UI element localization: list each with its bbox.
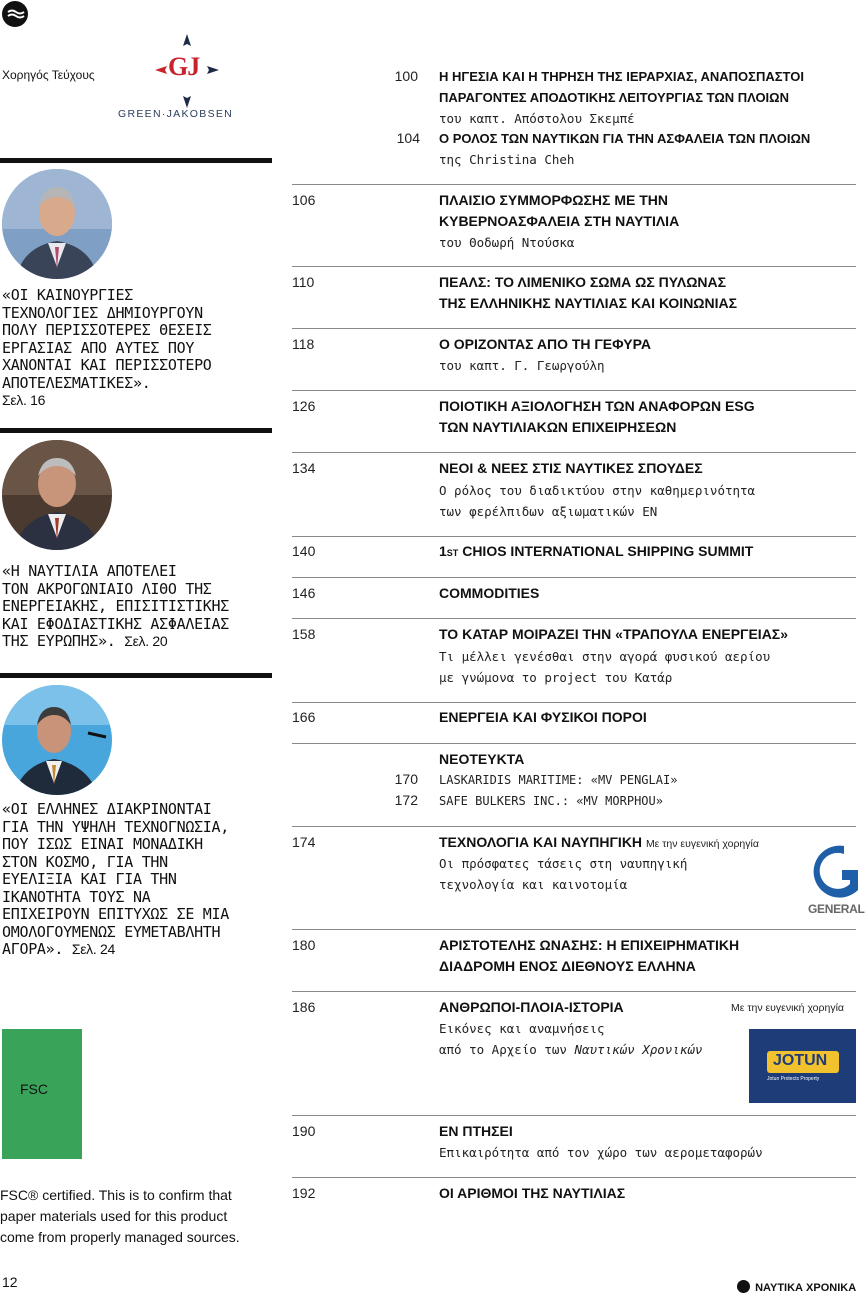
toc-divider — [292, 452, 856, 453]
toc-divider — [292, 618, 856, 619]
toc-subtitle: από το Αρχείο των Ναυτικών Χρονικών — [439, 1042, 703, 1057]
toc-title: 1ST CHIOS INTERNATIONAL SHIPPING SUMMIT — [439, 543, 754, 559]
quote-line: ΧΑΝΟΝΤΑΙ ΚΑΙ ΠΕΡΙΣΣΟΤΕΡΟ — [2, 356, 212, 374]
sponsor-logo-mark: GJ — [168, 52, 200, 81]
toc-page-number: 192 — [292, 1185, 316, 1201]
toc-divider — [292, 743, 856, 744]
brand-wave-icon — [2, 1, 28, 27]
toc-divider — [292, 1177, 856, 1178]
quote-line: ΤΕΧΝΟΛΟΓΙΕΣ ΔΗΜΙΟΥΡΓΟΥΝ — [2, 303, 203, 322]
quote-line: ΓΙΑ ΤΗΝ ΥΨΗΛΗ ΤΕΧΝΟΓΝΩΣΙΑ, — [2, 817, 230, 836]
portrait-photo — [2, 169, 112, 279]
toc-divider — [292, 184, 856, 185]
divider — [0, 428, 272, 433]
toc-page-number: 126 — [292, 398, 316, 414]
quote-line: ΚΑΙ ΕΦΟΔΙΑΣΤΙΚΗΣ ΑΣΦΑΛΕΙΑΣ — [2, 614, 230, 633]
quote-line: ΕΥΕΛΙΞΙΑ ΚΑΙ ΓΙΑ ΤΗΝ — [2, 870, 177, 888]
quote-line: ΤΗΣ ΕΥΡΩΠΗΣ». — [2, 632, 116, 650]
toc-divider — [292, 702, 856, 703]
toc-page-number: 104 — [396, 130, 420, 146]
toc-subtitle: του καπτ. Γ. Γεωργούλη — [439, 358, 605, 373]
toc-subtitle: Τι μέλλει γενέσθαι στην αγορά φυσικού αερίου — [439, 649, 771, 664]
jotun-logo — [749, 1029, 856, 1103]
toc-title: Ο ΡΟΛΟΣ ΤΩΝ ΝΑΥΤΙΚΩΝ ΓΙΑ ΤΗΝ ΑΣΦΑΛΕΙΑ ΤΩΝ ΠΛΟΙΩΝ — [439, 131, 811, 146]
toc-subtitle: Οι πρόσφατες τάσεις στη ναυπηγική — [439, 856, 688, 871]
quote-line: ΑΓΟΡΑ». — [2, 940, 64, 958]
toc-subtitle: της Christina Cheh — [439, 152, 575, 167]
quote-line: ΠΟΛΥ ΠΕΡΙΣΣΟΤΕΡΕΣ ΘΕΣΕΙΣ — [2, 321, 212, 339]
quote-line: «ΟΙ ΚΑΙΝΟΥΡΓΙΕΣ — [2, 286, 133, 304]
quote-block — [2, 801, 274, 959]
toc-page-number: 190 — [292, 1123, 316, 1139]
toc-divider — [292, 826, 856, 827]
toc-page-number: 174 — [292, 834, 316, 850]
sponsor-logo-text: GREEN·JAKOBSEN — [118, 108, 234, 120]
quote-block — [2, 563, 274, 651]
jotun-logo-tagline: Jotun Protects Property — [767, 1076, 820, 1082]
toc-subtitle: Ο ρόλος του διαδικτύου στην καθημερινότητα — [439, 483, 756, 498]
toc-page-number: 118 — [292, 336, 315, 352]
divider — [0, 158, 272, 163]
fsc-logo — [2, 1029, 82, 1159]
toc-subtitle: των φερέλπιδων αξιωματικών ΕΝ — [439, 504, 658, 519]
quote-line: ΤΟΝ ΑΚΡΟΓΩΝΙΑΙΟ ΛΙΘΟ ΤΗΣ — [2, 579, 212, 598]
toc-title: ΑΝΘΡΩΠΟΙ-ΠΛΟΙΑ-ΙΣΤΟΡΙΑ — [439, 999, 624, 1015]
toc-title: ΤΟ ΚΑΤΑΡ ΜΟΙΡΑΖΕΙ ΤΗΝ «ΤΡΑΠΟΥΛΑ ΕΝΕΡΓΕΙΑΣ» — [439, 626, 788, 642]
toc-subtitle: SAFE BULKERS INC.: «MV MORPHOU» — [439, 794, 663, 808]
sponsor-label: Χορηγός Τεύχους — [2, 68, 95, 82]
toc-divider — [292, 929, 856, 930]
quote-line: ΕΝΕΡΓΕΙΑΚΗΣ, ΕΠΙΣΙΤΙΣΤΙΚΗΣ — [2, 597, 230, 615]
divider — [0, 673, 272, 678]
quote-line: ΟΜΟΛΟΓΟΥΜΕΝΩΣ ΕΥΜΕΤΑΒΛΗΤΗ — [2, 922, 221, 941]
toc-title: ΝΕΟΙ & ΝΕΕΣ ΣΤΙΣ ΝΑΥΤΙΚΕΣ ΣΠΟΥΔΕΣ — [439, 460, 703, 476]
toc-page-number: 100 — [394, 68, 418, 84]
toc-subtitle: του καπτ. Απόστολου Σκεμπέ — [439, 111, 635, 126]
footer-brand: ΝΑΥΤΙΚΑ ΧΡΟΝΙΚΑ — [737, 1276, 856, 1295]
toc-title: ΕΝ ΠΤΗΣΕΙ — [439, 1123, 513, 1139]
quote-line: «ΟΙ ΕΛΛΗΝΕΣ ΔΙΑΚΡΙΝΟΝΤΑΙ — [2, 800, 212, 818]
toc-title: COMMODITIES — [439, 585, 540, 601]
toc-subtitle: Επικαιρότητα από τον χώρο των αερομεταφορών — [439, 1145, 763, 1160]
toc-subtitle: Εικόνες και αναμνήσεις — [439, 1021, 605, 1036]
toc-title: Ο ΟΡΙΖΟΝΤΑΣ ΑΠΟ ΤΗ ΓΕΦΥΡΑ — [439, 336, 651, 352]
portrait-photo — [2, 685, 112, 795]
page-number: 12 — [2, 1274, 18, 1290]
toc-page-number: 146 — [292, 585, 316, 601]
toc-divider — [292, 536, 856, 537]
jotun-logo-text: JOTUN — [773, 1052, 828, 1069]
toc-page-number: 186 — [292, 999, 316, 1015]
quote-line: ΑΠΟΤΕΛΕΣΜΑΤΙΚΕΣ». — [2, 373, 151, 392]
toc-title: ΠΟΙΟΤΙΚΗ ΑΞΙΟΛΟΓΗΣΗ ΤΩΝ ΑΝΑΦΟΡΩΝ ESG ΤΩΝ ΝΑΥΤΙΛΙΑΚΩΝ ΕΠΙΧΕΙΡΗΣΕΩΝ — [439, 398, 755, 435]
page-reference: Σελ. 16 — [2, 392, 46, 408]
general-logo-text: GENERAL — [808, 902, 865, 916]
quote-line: ΠΟΥ ΙΣΩΣ ΕΙΝΑΙ ΜΟΝΑΔΙΚΗ — [2, 835, 203, 853]
page-reference: Σελ. 24 — [71, 941, 116, 957]
toc-divider — [292, 577, 856, 578]
portrait-photo — [2, 440, 112, 550]
toc-page-number: 170 — [394, 771, 418, 787]
toc-page-number: 166 — [292, 709, 316, 725]
quote-line: ΣΤΟΝ ΚΟΣΜΟ, ΓΙΑ ΤΗΝ — [2, 852, 168, 871]
brand-wave-icon — [737, 1280, 750, 1293]
fsc-logo-text: FSC — [20, 1081, 48, 1097]
quote-line: ΕΠΙΧΕΙΡΟΥΝ ΕΠΙΤΥΧΩΣ ΣΕ ΜΙΑ — [2, 905, 230, 923]
toc-title: ΠΛΑΙΣΙΟ ΣΥΜΜΟΡΦΩΣΗΣ ΜΕ ΤΗΝ ΚΥΒΕΡΝΟΑΣΦΑΛΕΙΑ ΣΤΗ ΝΑΥΤΙΛΙΑ — [439, 192, 680, 229]
toc-page-number: 134 — [292, 460, 316, 476]
toc-divider — [292, 1115, 856, 1116]
toc-page-number: 172 — [394, 792, 418, 808]
fsc-statement: FSC® certified. This is to confirm that paper materials used for this product come from properly managed sources. — [0, 1187, 240, 1245]
toc-subtitle: του Θοδωρή Ντούσκα — [439, 235, 575, 250]
sponsor-note: Με την ευγενική χορηγία — [645, 838, 759, 850]
toc-subtitle: LASKARIDIS MARITIME: «MV PENGLAI» — [439, 773, 678, 787]
toc-divider — [292, 991, 856, 992]
toc-title: ΝΕΟΤΕΥΚΤΑ — [439, 751, 525, 767]
toc-title: ΕΝΕΡΓΕΙΑ ΚΑΙ ΦΥΣΙΚΟΙ ΠΟΡΟΙ — [439, 709, 647, 725]
toc-title: ΑΡΙΣΤΟΤΕΛΗΣ ΩΝΑΣΗΣ: Η ΕΠΙΧΕΙΡΗΜΑΤΙΚΗ ΔΙΑΔΡΟΜΗ ΕΝΟΣ ΔΙΕΘΝΟΥΣ ΕΛΛΗΝΑ — [439, 937, 740, 974]
toc-title: ΤΕΧΝΟΛΟΓΙΑ ΚΑΙ ΝΑΥΠΗΓΙΚΗ Με την ευγενική χορηγία — [439, 834, 759, 850]
quote-line: «Η ΝΑΥΤΙΛΙΑ ΑΠΟΤΕΛΕΙ — [2, 562, 177, 580]
toc-divider — [292, 390, 856, 391]
toc-page-number: 158 — [292, 626, 316, 642]
toc-page-number: 140 — [292, 543, 316, 559]
sponsor-note: Με την ευγενική χορηγία — [731, 1002, 844, 1014]
toc-title: ΟΙ ΑΡΙΘΜΟΙ ΤΗΣ ΝΑΥΤΙΛΙΑΣ — [439, 1185, 626, 1201]
page-reference: Σελ. 20 — [124, 633, 168, 649]
quote-block — [2, 287, 274, 410]
toc-title: ΠΕΑΛΣ: ΤΟ ΛΙΜΕΝΙΚΟ ΣΩΜΑ ΩΣ ΠΥΛΩΝΑΣ ΤΗΣ ΕΛΛΗΝΙΚΗΣ ΝΑΥΤΙΛΙΑΣ ΚΑΙ ΚΟΙΝΩΝΙΑΣ — [439, 274, 738, 311]
toc-page-number: 180 — [292, 937, 316, 953]
toc-page-number: 106 — [292, 192, 316, 208]
toc-subtitle: τεχνολογία και καινοτομία — [439, 877, 628, 892]
toc-title: Η ΗΓΕΣΙΑ ΚΑΙ Η ΤΗΡΗΣΗ ΤΗΣ ΙΕΡΑΡΧΙΑΣ, ΑΝΑΠΟΣΠΑΣΤΟΙ ΠΑΡΑΓΟΝΤΕΣ ΑΠΟΔΟΤΙΚΗΣ ΛΕΙΤΟΥΡΓΙΑΣ ΤΩΝ ΠΛΟΙΩΝ — [439, 69, 804, 105]
toc-subtitle: με γνώμονα το project του Κατάρ — [439, 670, 673, 685]
toc-divider — [292, 328, 856, 329]
quote-line: ΙΚΑΝΟΤΗΤΑ ΤΟΥΣ ΝΑ — [2, 887, 151, 906]
general-logo — [806, 840, 868, 920]
toc-page-number: 110 — [292, 274, 315, 290]
quote-line: ΕΡΓΑΣΙΑΣ ΑΠΟ ΑΥΤΕΣ ΠΟΥ — [2, 338, 195, 357]
toc-divider — [292, 266, 856, 267]
